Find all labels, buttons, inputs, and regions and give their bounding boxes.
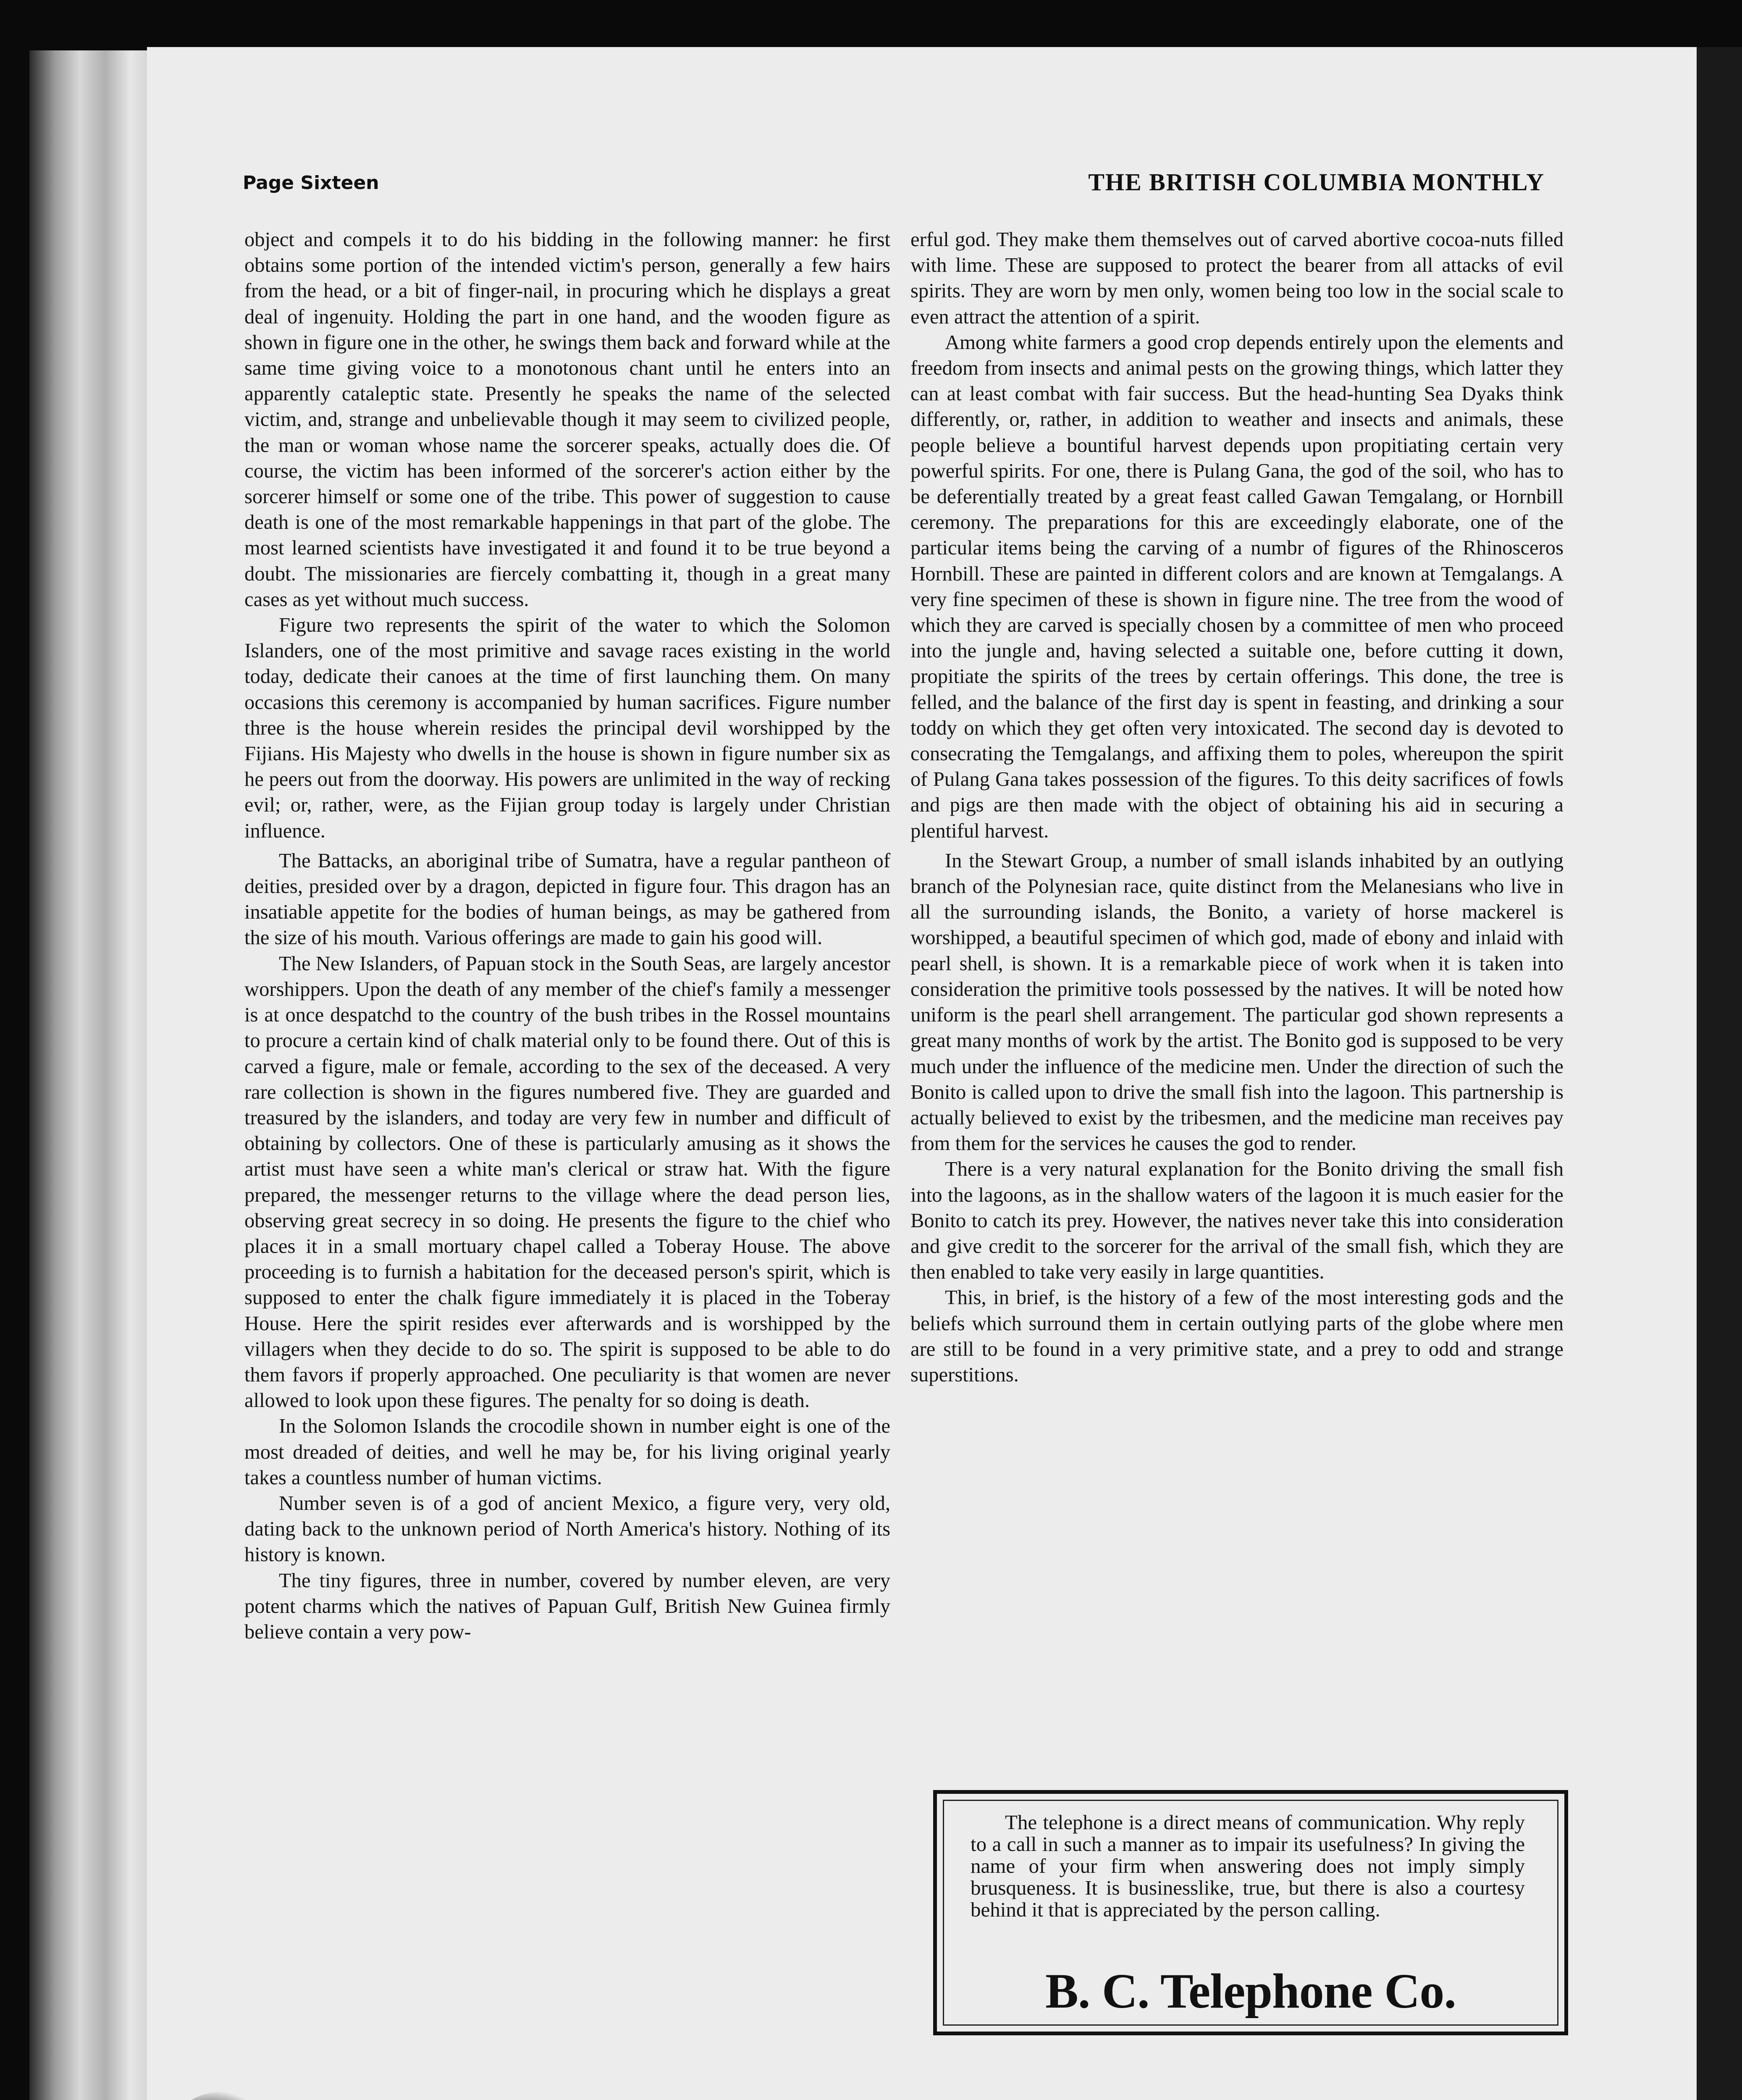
paragraph: Figure two represents the spirit of the water to which the Solomon Islanders, one of the most primitive and savage races existing in the world today, dedicate their canoes at the time of first launching them. On many occasions this ceremony is accompanied by human sacrifices. Figure number three is the house wherein resides the principal devil worshipped by the Fijians. His Majesty who dwells in the house is shown in figure number six as he peers out from the doorway. His powers are unlimited in the way of recking evil; or, rather, were, as the Fijian group today is largely under Christian influence. (244, 614, 890, 842)
advertisement-text: The telephone is a direct means of communication. Why reply to a call in such a manner as to impair its usefulness? In giving the name of your firm when answering does not imply simply brusqueness. It is businesslike, true, but there is also a courtesy behind it that is appreciated by the person calling. (971, 1811, 1525, 1921)
paragraph: This, in brief, is the history of a few of the most interesting gods and the beliefs which surround them in certain outlying parts of the globe where men are still to be found in a very primitive state, and a prey to odd and strange superstitions. (910, 1286, 1564, 1386)
paragraph: The Battacks, an aboriginal tribe of Sumatra, have a regular pantheon of deities, presided over by a dragon, depicted in figure four. This dragon has an insatiable appetite for the bodies of human beings, as may be gathered from the size of his mouth. Various offerings are made to gain his good will. (244, 849, 890, 949)
paragraph: The tiny figures, three in number, covered by number eleven, are very potent charms which the natives of Papuan Gulf, British New Guinea firmly believe contain a very pow- (244, 1569, 890, 1643)
page-number-label: Page Sixteen (243, 172, 379, 194)
advertisement-company-name: B. C. Telephone Co. (1045, 1964, 1456, 2019)
telephone-advertisement (933, 1790, 1568, 2035)
magazine-title: THE BRITISH COLUMBIA MONTHLY (1088, 168, 1545, 196)
paragraph: Among white farmers a good crop depends entirely upon the elements and freedom from insects and animal pests on the growing things, which latter they can at least combat with fair success. But the head-hunting Sea Dyaks think differently, or, rather, in addition to weather and insects and animals, these people believe a bountiful harvest depends upon propitiating certain very powerful spirits. For one, there is Pulang Gana, the god of the soil, who has to be deferentially treated by a great feast called Gawan Temgalang, or Hornbill ceremony. The preparations for this are exceedingly elaborate, one of the particular items being the carving of a numbr of figures of the Rhinosceros Hornbill. These are painted in different colors and are known at Temgalangs. A very fine specimen of these is shown in figure nine. The tree from the wood of which they are carved is specially chosen by a committee of men who proceed into the jungle and, having selected a suitable one, before cutting it down, propitiate the spirits of the trees by certain offerings. This done, the tree is felled, and the balance of the first day is spent in feasting, and drinking a sour toddy on which they get often very intoxicated. The second day is devoted to consecrating the Temgalangs, and affixing them to poles, whereupon the spirit of Pulang Gana takes possession of the figures. To this deity sacrifices of fowls and pigs are then made with the object of obtaining his aid in securing a plentiful harvest. (910, 331, 1564, 842)
paragraph: object and compels it to do his bidding in the following manner: he first obtains some portion of the intended victim's person, generally a few hairs from the head, or a bit of finger-nail, in procuring which he displays a great deal of ingenuity. Holding the part in one hand, and the wooden figure as shown in figure one in the other, he swings them back and forward while at the same time giving voice to a monotonous chant until he enters into an apparently cataleptic state. Presently he speaks the name of the selected victim, and, strange and unbelievable though it may seem to civilized people, the man or woman whose name the sorcerer speaks, actually does die. Of course, the victim has been informed of the sorcerer's action either by the sorcerer himself or some one of the tribe. This power of suggestion to cause death is one of the most remarkable happenings in that part of the globe. The most learned scientists have investigated it and found it to be true beyond a doubt. The missionaries are fiercely combatting it, though in a great many cases as yet without much success. (244, 228, 890, 611)
paragraph: Number seven is of a god of ancient Mexico, a figure very, very old, dating back to the unknown period of North America's history. Nothing of its history is known. (244, 1491, 890, 1566)
paragraph: The New Islanders, of Papuan stock in the South Seas, are largely ancestor worshippers. Upon the death of any member of the chief's family a messenger is at once despatchd to the country of the bush tribes in the Rossel mountains to procure a certain kind of chalk material only to be found there. Out of this is carved a figure, male or female, according to the sex of the deceased. A very rare collection is shown in the figures numbered five. They are guarded and treasured by the islanders, and today are very few in number and difficult of obtaining by collectors. One of these is particularly amusing as it shows the artist must have seen a white man's clerical or straw hat. With the figure prepared, the messenger returns to the village where the dead person lies, observing great secrecy in so doing. He presents the figure to the chief who places it in a small mortuary chapel called a Toberay House. The above proceeding is to furnish a habitation for the deceased person's spirit, which is supposed to enter the chalk figure immediately it is placed in the Toberay House. Here the spirit resides ever afterwards and is worshipped by the villagers when they decide to do so. The spirit is supposed to be able to do them favors if properly approached. One peculiarity is that women are never allowed to look upon these figures. The penalty for so doing is death. (244, 952, 890, 1412)
paragraph: There is a very natural explanation for the Bonito driving the small fish into the lagoons, as in the shallow waters of the lagoon it is much easier for the Bonito to catch its prey. However, the natives never take this into consideration and give credit to the sorcerer for the arrival of the small fish, which they are then enabled to take very easily in large quantities. (910, 1158, 1564, 1284)
paragraph: In the Stewart Group, a number of small islands inhabited by an outlying branch of the Polynesian race, quite distinct from the Melanesians who live in all the surrounding islands, the Bonito, a variety of horse mackerel is worshipped, a beautiful specimen of which god, made of ebony and inlaid with pearl shell, is shown. It is a remarkable piece of work when it is taken into consideration the primitive tools possessed by the natives. It will be noted how uniform is the pearl shell arrangement. The particular god shown represents a great many months of work by the artist. The Bonito god is supposed to be very much under the influence of the medicine men. Under the direction of such the Bonito is called upon to drive the small fish into the lagoon. This partnership is actually believed to exist by the tribesmen, and the medicine man receives pay from them for the services he causes the god to render. (910, 849, 1564, 1155)
article-column-left (244, 227, 890, 1645)
book-page-edges (29, 50, 155, 2100)
scan-border (1697, 47, 1742, 2100)
paragraph: In the Solomon Islands the crocodile shown in number eight is one of the most dreaded of deities, and well he may be, for his living original yearly takes a countless number of human victims. (244, 1415, 890, 1489)
article-column-right (910, 227, 1564, 1388)
advertisement-body (971, 1811, 1525, 1921)
paragraph: erful god. They make them themselves out of carved abortive cocoa-nuts filled with lime. These are supposed to protect the bearer from all attacks of evil spirits. They are worn by men only, women being too low in the social scale to even attract the attention of a spirit. (910, 228, 1564, 328)
